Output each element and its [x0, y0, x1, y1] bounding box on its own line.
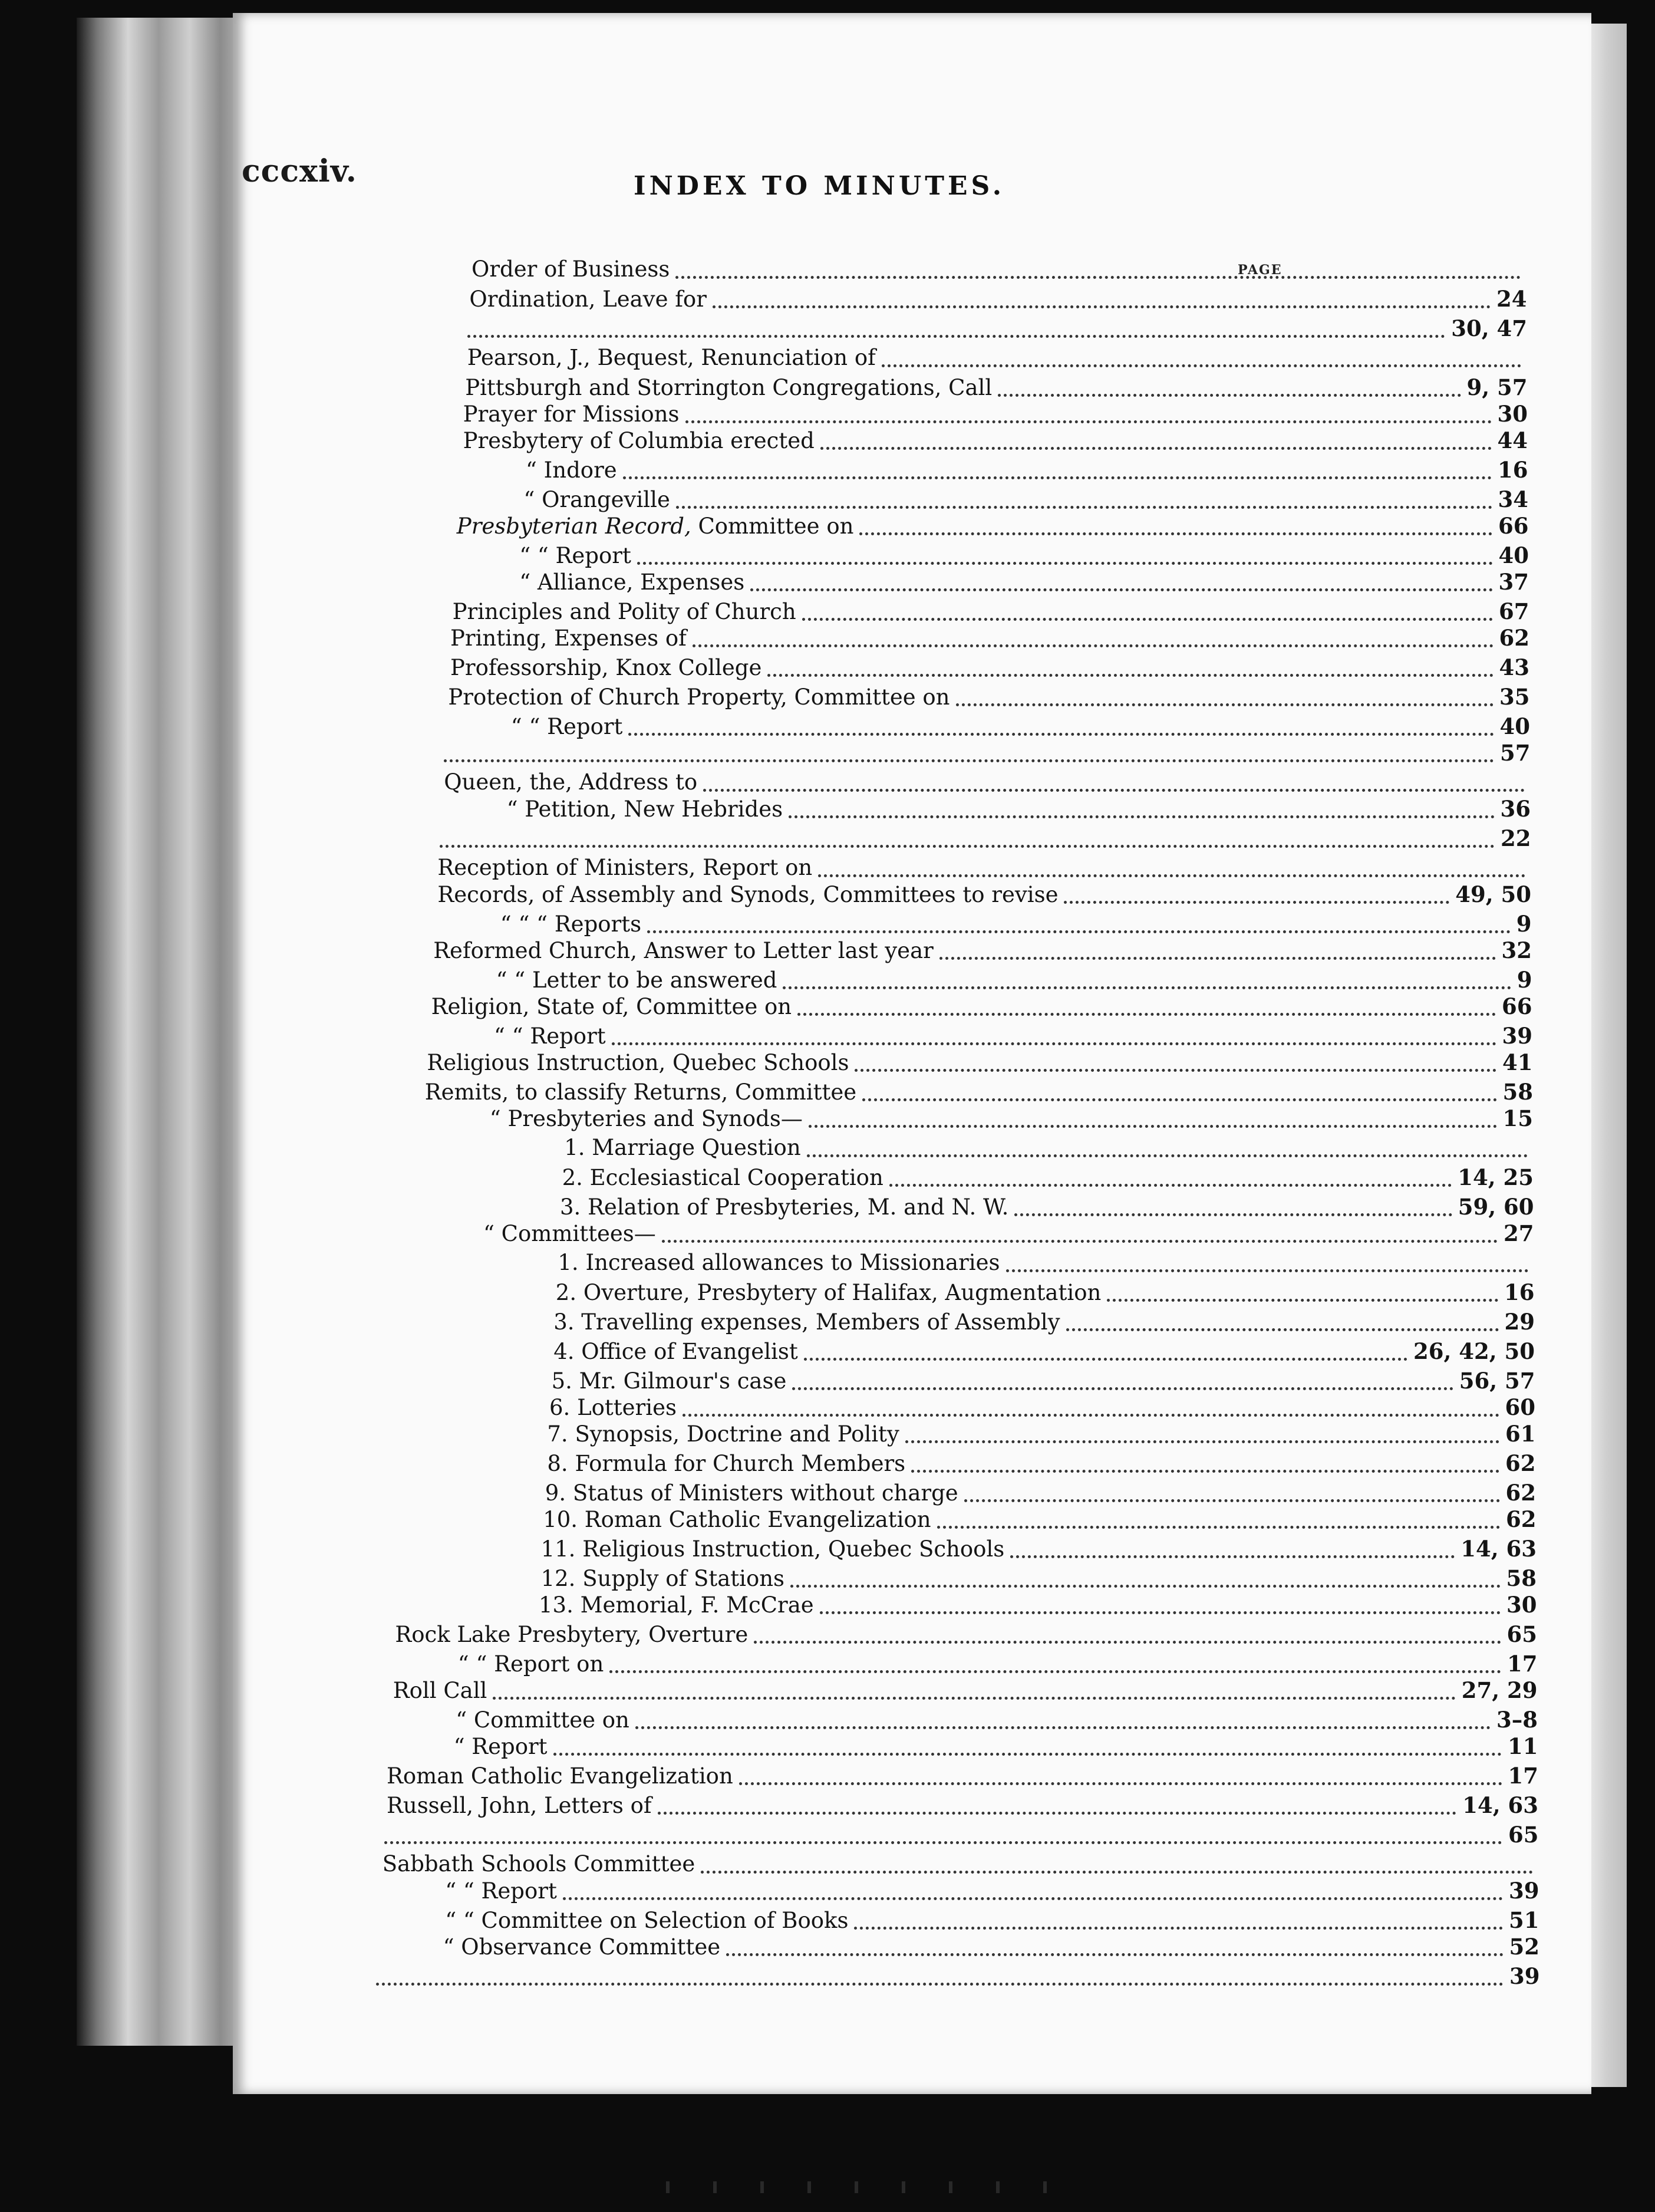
entry-label: 10. Roman Catholic Evangelization: [543, 1507, 931, 1532]
entry-label: 1. Increased allowances to Missionaries: [558, 1250, 1000, 1275]
entry-page-number: 49, 50: [1455, 881, 1531, 907]
leader-dots: [889, 1184, 1452, 1187]
entry-label: Printing, Expenses of: [450, 626, 687, 651]
entry-label: Records, of Assembly and Synods, Committees to revise: [437, 882, 1059, 907]
entry-page-number: 61: [1505, 1421, 1536, 1447]
entry-page-number: 14, 63: [1462, 1792, 1538, 1818]
index-entry: [560, 1194, 1534, 1223]
index-entry: [500, 911, 1532, 940]
leader-dots: [797, 1013, 1496, 1016]
entry-page-number: 37: [1498, 569, 1529, 595]
entry-label: 9. Status of Ministers without charge: [545, 1480, 958, 1506]
entry-label: “ “ Report: [494, 1023, 606, 1049]
entry-label: “ Indore: [526, 457, 617, 483]
leader-dots: [739, 1782, 1502, 1785]
index-entry: [393, 1677, 1538, 1707]
entry-label: “ “ Committee on Selection of Books: [445, 1908, 849, 1933]
entry-page-number: 29: [1504, 1309, 1535, 1335]
leader-dots: [809, 1125, 1497, 1128]
entry-page-number: 66: [1498, 513, 1529, 539]
index-entry: [541, 1565, 1537, 1595]
index-entry: [553, 1338, 1535, 1368]
leader-dots: [675, 276, 1521, 279]
leader-dots: [882, 364, 1521, 367]
leader-dots: [662, 1240, 1498, 1243]
entry-label: 13. Memorial, F. McCrae: [539, 1592, 814, 1618]
leader-dots: [553, 1753, 1502, 1756]
page-title: INDEX TO MINUTES.: [634, 171, 1005, 201]
leader-dots: [1010, 1555, 1455, 1558]
entry-page-number: 40: [1498, 542, 1529, 568]
entry-label: 2. Ecclesiastical Cooperation: [562, 1165, 883, 1190]
leader-dots: [937, 1526, 1500, 1529]
index-entry: [556, 1279, 1535, 1309]
scan-artifacts: [648, 2181, 1061, 2193]
entry-page-number: 43: [1499, 654, 1529, 680]
index-entry: [496, 967, 1532, 996]
entry-label: “ Alliance, Expenses: [519, 570, 745, 595]
index-entry: [490, 1105, 1533, 1135]
leader-dots: [693, 644, 1494, 647]
entry-page-number: 57: [1500, 740, 1531, 766]
entry-page-number: 30: [1506, 1592, 1537, 1618]
entry-label: Professorship, Knox College: [450, 655, 762, 680]
index-entry: [543, 1506, 1536, 1536]
leader-dots: [637, 562, 1493, 565]
index-entry: [431, 993, 1532, 1023]
entry-label: Ordination, Leave for: [469, 287, 707, 312]
entry-label: Protection of Church Property, Committee on: [448, 684, 950, 710]
entry-page-number: 24: [1496, 286, 1527, 312]
entry-label: Pittsburgh and Storrington Congregations, Call: [465, 375, 993, 400]
entry-page-number: 15: [1502, 1105, 1533, 1131]
leader-dots: [701, 1871, 1533, 1874]
entry-page-number: 52: [1509, 1934, 1539, 1960]
entry-label: Religion, State of, Committee on: [431, 994, 792, 1019]
leader-dots: [376, 1983, 1504, 1986]
entry-label: “ Report: [453, 1734, 548, 1759]
leader-dots: [905, 1440, 1499, 1443]
leader-dots: [384, 1841, 1502, 1844]
index-entry: [437, 881, 1531, 911]
index-entry: [549, 1394, 1535, 1424]
index-entry: [483, 1220, 1534, 1250]
entry-label: “ Presbyteries and Synods—: [489, 1106, 803, 1131]
leader-dots: [1064, 901, 1449, 904]
entry-label: Queen, the, Address to: [444, 769, 698, 795]
entry-label: Presbyterian Record, Committee on: [456, 514, 854, 539]
entry-page-number: 58: [1506, 1565, 1537, 1591]
entry-page-number: 14, 63: [1461, 1536, 1537, 1562]
entry-page-number: 16: [1498, 457, 1528, 483]
entry-page-number: 60: [1505, 1394, 1535, 1420]
entry-page-number: 62: [1499, 625, 1529, 651]
leader-dots: [820, 1611, 1501, 1614]
leader-dots: [467, 335, 1445, 338]
book-spine-edge: [77, 18, 248, 2046]
leader-dots: [998, 394, 1461, 397]
leader-dots: [855, 1069, 1496, 1072]
entry-page-number: 14, 25: [1458, 1164, 1534, 1190]
entry-page-number: 32: [1501, 937, 1532, 963]
leader-dots: [726, 1953, 1503, 1956]
entry-label: Pearson, J., Bequest, Renunciation of: [467, 345, 876, 370]
leader-dots: [802, 618, 1493, 621]
index-entry: [395, 1621, 1537, 1651]
leader-dots: [444, 759, 1494, 762]
leader-dots: [683, 1414, 1499, 1417]
leader-dots: [1107, 1299, 1498, 1302]
index-entry: [384, 1822, 1538, 1851]
index-entry: [507, 796, 1531, 825]
entry-label: 3. Relation of Presbyteries, M. and N. W.: [560, 1194, 1009, 1220]
index-entry: [440, 825, 1531, 855]
leader-dots: [1066, 1328, 1499, 1331]
leader-dots: [964, 1499, 1500, 1502]
page-column-heading: PAGE: [1238, 262, 1283, 278]
entry-page-number: 30, 47: [1451, 315, 1527, 341]
leader-dots: [628, 733, 1494, 736]
index-entry: [444, 740, 1530, 769]
entry-page-number: 27: [1504, 1220, 1534, 1246]
leader-dots: [859, 532, 1492, 535]
entry-page-number: 34: [1498, 486, 1528, 512]
leader-dots: [956, 703, 1494, 706]
entry-label: “ “ “ Reports: [500, 911, 642, 937]
leader-dots: [767, 674, 1493, 677]
entry-page-number: 56, 57: [1459, 1368, 1535, 1394]
leader-dots: [792, 1387, 1453, 1390]
entry-label: Reception of Ministers, Report on: [437, 855, 813, 880]
index-entry: [387, 1792, 1538, 1822]
index-entry: [463, 427, 1528, 457]
index-entry: [387, 1763, 1538, 1792]
index-entry: [458, 1651, 1538, 1680]
index-entry: [383, 1851, 1539, 1881]
index-entry: [553, 1309, 1535, 1338]
entry-label: 12. Supply of Stations: [540, 1566, 785, 1591]
entry-label: “ Orangeville: [523, 487, 670, 512]
entry-label: Roman Catholic Evangelization: [387, 1763, 733, 1789]
entry-label: Religious Instruction, Quebec Schools: [427, 1050, 849, 1075]
entry-label: “ “ Report: [519, 543, 631, 568]
leader-dots: [911, 1470, 1499, 1473]
leader-dots: [563, 1897, 1503, 1900]
leader-dots: [658, 1812, 1457, 1815]
entry-label: 1. Marriage Question: [564, 1135, 801, 1160]
index-entry: [552, 1368, 1535, 1397]
leader-dots: [703, 789, 1524, 792]
entry-label: 4. Office of Evangelist: [553, 1339, 798, 1364]
entry-page-number: 17: [1508, 1763, 1538, 1789]
entry-page-number: 39: [1502, 1023, 1532, 1049]
entry-page-number: 39: [1509, 1878, 1539, 1904]
entry-page-number: 65: [1508, 1822, 1539, 1848]
index-entry: [433, 937, 1532, 967]
leader-dots: [609, 1670, 1501, 1673]
leader-dots: [1014, 1213, 1452, 1216]
entry-page-number: 26, 42, 50: [1413, 1338, 1535, 1364]
entry-page-number: 62: [1505, 1450, 1536, 1476]
entry-label: Principles and Polity of Church: [452, 599, 796, 624]
leader-dots: [807, 1154, 1528, 1157]
entry-label: 7. Synopsis, Doctrine and Polity: [547, 1421, 899, 1447]
entry-label: Roll Call: [393, 1678, 487, 1703]
entry-label: Rock Lake Presbytery, Overture: [395, 1622, 749, 1647]
index-entry: [453, 598, 1529, 628]
leader-dots: [685, 420, 1492, 423]
leader-dots: [713, 305, 1491, 308]
entry-label: Prayer for Missions: [463, 401, 680, 427]
entry-page-number: 17: [1507, 1651, 1538, 1677]
leader-dots: [939, 957, 1496, 960]
leader-dots: [612, 1042, 1496, 1045]
leader-dots: [623, 476, 1492, 479]
entry-label: “ Committee on: [456, 1707, 629, 1733]
index-entry: [463, 401, 1528, 430]
entry-page-number: 59, 60: [1458, 1194, 1534, 1220]
entry-page-number: 62: [1506, 1506, 1537, 1532]
entry-page-number: 44: [1497, 427, 1528, 453]
entry-label: Order of Business: [472, 256, 670, 282]
entry-page-number: 9, 57: [1466, 374, 1528, 400]
entry-label: “ Observance Committee: [443, 1934, 721, 1960]
entry-label: “ “ Report on: [457, 1651, 604, 1677]
index-entry: [445, 1907, 1539, 1937]
leader-dots: [790, 1585, 1500, 1588]
entry-page-number: 51: [1509, 1907, 1539, 1933]
index-entry: [519, 542, 1529, 572]
entry-page-number: 40: [1499, 713, 1530, 739]
leader-dots: [862, 1098, 1496, 1101]
entry-label: “ Petition, New Hebrides: [506, 796, 783, 822]
index-entry: [494, 1023, 1532, 1052]
index-entry: [450, 654, 1529, 684]
entry-page-number: 62: [1505, 1480, 1536, 1506]
entry-label: 2. Overture, Presbytery of Halifax, Augmentation: [555, 1280, 1102, 1305]
index-entry: [465, 374, 1527, 404]
index-entry: [376, 1963, 1540, 1993]
entry-page-number: 27, 29: [1461, 1677, 1538, 1703]
index-entry: [427, 1049, 1532, 1079]
entry-page-number: 30: [1497, 401, 1528, 427]
entry-page-number: 35: [1499, 684, 1530, 710]
index-entry: [448, 684, 1529, 713]
entry-label: 11. Religious Instruction, Quebec Schools: [540, 1536, 1005, 1562]
index-entry: [558, 1250, 1534, 1279]
entry-label: Sabbath Schools Committee: [382, 1851, 695, 1877]
index-entry: [456, 1707, 1538, 1736]
index-entry: [564, 1135, 1533, 1164]
entry-label: “ Committees—: [483, 1221, 656, 1246]
leader-dots: [493, 1697, 1455, 1700]
index-entry: [443, 1934, 1539, 1963]
index-entry: [526, 457, 1528, 486]
index-entry: [469, 286, 1527, 315]
entry-page-number: 16: [1504, 1279, 1535, 1305]
leader-dots: [804, 1358, 1407, 1361]
index-entry: [444, 769, 1530, 799]
index-entry: [472, 256, 1527, 286]
index-entry: [437, 855, 1531, 884]
index-entry: [445, 1878, 1539, 1907]
index-entry: [467, 345, 1527, 374]
index-entry: [547, 1421, 1535, 1450]
leader-dots: [783, 986, 1511, 989]
entry-label: “ “ Report: [510, 714, 623, 739]
leader-dots: [635, 1726, 1491, 1729]
entry-page-number: 11: [1508, 1733, 1538, 1759]
index-entry: [450, 625, 1529, 654]
leader-dots: [647, 930, 1511, 933]
entry-label: “ “ Letter to be answered: [496, 967, 777, 993]
entry-page-number: 66: [1502, 993, 1532, 1019]
index-entry: [539, 1592, 1537, 1621]
leader-dots: [818, 874, 1525, 877]
leader-dots: [440, 845, 1495, 848]
index-entry: [457, 513, 1529, 542]
entry-page-number: 22: [1501, 825, 1531, 851]
entry-label: 5. Mr. Gilmour's case: [551, 1368, 787, 1394]
leader-dots: [754, 1641, 1501, 1644]
index-entry: [425, 1079, 1533, 1108]
entry-page-number: 58: [1502, 1079, 1533, 1105]
entry-label: 6. Lotteries: [549, 1395, 677, 1420]
leader-dots: [789, 815, 1494, 818]
index-entry: [562, 1164, 1534, 1194]
entry-label: Remits, to classify Returns, Committee: [424, 1079, 857, 1105]
entry-label: Presbytery of Columbia erected: [463, 428, 815, 453]
entry-page-number: 41: [1502, 1049, 1533, 1075]
entry-page-number: 9: [1516, 967, 1532, 993]
entry-page-number: 67: [1499, 598, 1529, 624]
entry-label: Russell, John, Letters of: [387, 1793, 652, 1818]
entry-page-number: 65: [1506, 1621, 1537, 1647]
index-entry: [547, 1450, 1535, 1480]
index-entry: [511, 713, 1530, 743]
index-entry: [545, 1480, 1536, 1509]
index-entry: [519, 569, 1529, 598]
entry-page-number: 36: [1500, 796, 1531, 822]
index-entry: [541, 1536, 1537, 1565]
leader-dots: [854, 1927, 1503, 1930]
entry-label: “ “ Report: [445, 1878, 557, 1904]
leader-dots: [820, 447, 1492, 450]
index-entry: [523, 486, 1528, 516]
entry-label: 3. Travelling expenses, Members of Assembly: [553, 1309, 1060, 1335]
index-entry: [454, 1733, 1538, 1763]
entry-page-number: 39: [1509, 1963, 1540, 1989]
leader-dots: [750, 588, 1492, 591]
page-folio: cccxiv.: [242, 153, 357, 189]
entry-label: 8. Formula for Church Members: [547, 1451, 906, 1476]
leader-dots: [1006, 1269, 1528, 1272]
entry-page-number: 9: [1516, 911, 1532, 937]
index-entry: [467, 315, 1527, 345]
entry-page-number: 3–8: [1496, 1707, 1538, 1733]
leader-dots: [676, 506, 1492, 509]
facing-page-edge: [1585, 24, 1627, 2087]
entry-label: Reformed Church, Answer to Letter last year: [433, 938, 934, 963]
